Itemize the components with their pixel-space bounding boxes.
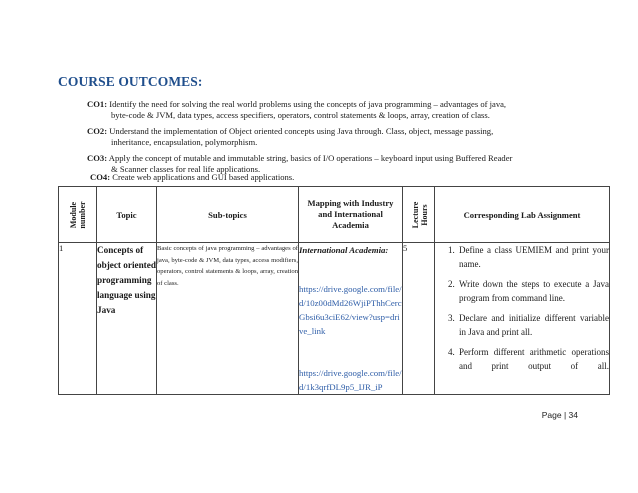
course-outcome-1 [87,99,527,121]
list-item: 4. Perform different arithmetic operations and print output of all. [457,345,609,373]
co-code: CO2: [87,126,108,136]
lecture-hours-cell: 5 [403,243,435,395]
topic-cell: Concepts of object oriented programming language using Java [97,243,157,395]
module-table [58,186,610,395]
header-lecture-hours [403,187,435,243]
table-row [59,243,610,395]
co-text: Identify the need for solving the real world problems using the concepts of java programming – advantages of java, [109,99,507,109]
header-lecture-hours-label: Lecture Hours [411,201,429,228]
table-header-row [59,187,610,243]
co-code: CO3: [87,153,108,163]
mapping-academia-title: International Academia: [299,245,389,255]
header-subtopics: Sub-topics [157,187,299,243]
co-text-continued: byte-code & JVM, data types, access specifiers, operators, control statements & loops, array, creation of class. [111,110,490,120]
header-module-number-label: Module number [68,200,87,229]
page-number: Page | 34 [541,410,578,420]
subtopics-cell: Basic concepts of java programming – advantages of java, byte-code & JVM, data types, access modifiers, operators, control statements & loops, array, creation of class. [157,243,299,395]
course-outcome-2 [87,126,527,148]
module-number-cell: 1 [59,243,97,395]
course-outcomes-heading: COURSE OUTCOMES: [58,74,203,89]
header-lab-assignment: Corresponding Lab Assignment [435,187,610,243]
header-mapping: Mapping with Industry and International Academia [299,187,403,243]
co-text: Understand the implementation of Object oriented concepts using Java through. Class, object, message passing, [109,126,494,136]
lab-assignment-cell [435,243,610,395]
co-code: CO4: [90,172,111,182]
header-module-number [59,187,97,243]
drive-link-1[interactable]: https://drive.google.com/file/d/10z00dMd26WjiPThhCercGbsi6u3ciE62/view?usp=drive_link [299,284,402,336]
mapping-cell [299,243,403,395]
drive-link-2[interactable]: https://drive.google.com/file/d/1k3qrfDL9p5_IJR_iP [299,368,402,392]
header-topic: Topic [97,187,157,243]
co-text-continued: inheritance, encapsulation, polymorphism. [111,137,258,147]
co-text: Apply the concept of mutable and immutable string, basics of I/O operations – keyboard input using Buffered Reader [108,153,513,163]
co-text-continued: & Scanner classes for real life applications. [111,164,261,174]
co-code: CO1: [87,99,108,109]
course-outcome-4 [90,172,530,183]
list-item: 2. Write down the steps to execute a Java program from command line. [457,277,609,305]
list-item: 1. Define a class UEMIEM and print your name. [457,243,609,271]
list-item: 3. Declare and initialize different variable in Java and print all. [457,311,609,339]
lab-assignment-list [435,243,609,373]
co-text: Create web applications and GUI based applications. [112,172,295,182]
